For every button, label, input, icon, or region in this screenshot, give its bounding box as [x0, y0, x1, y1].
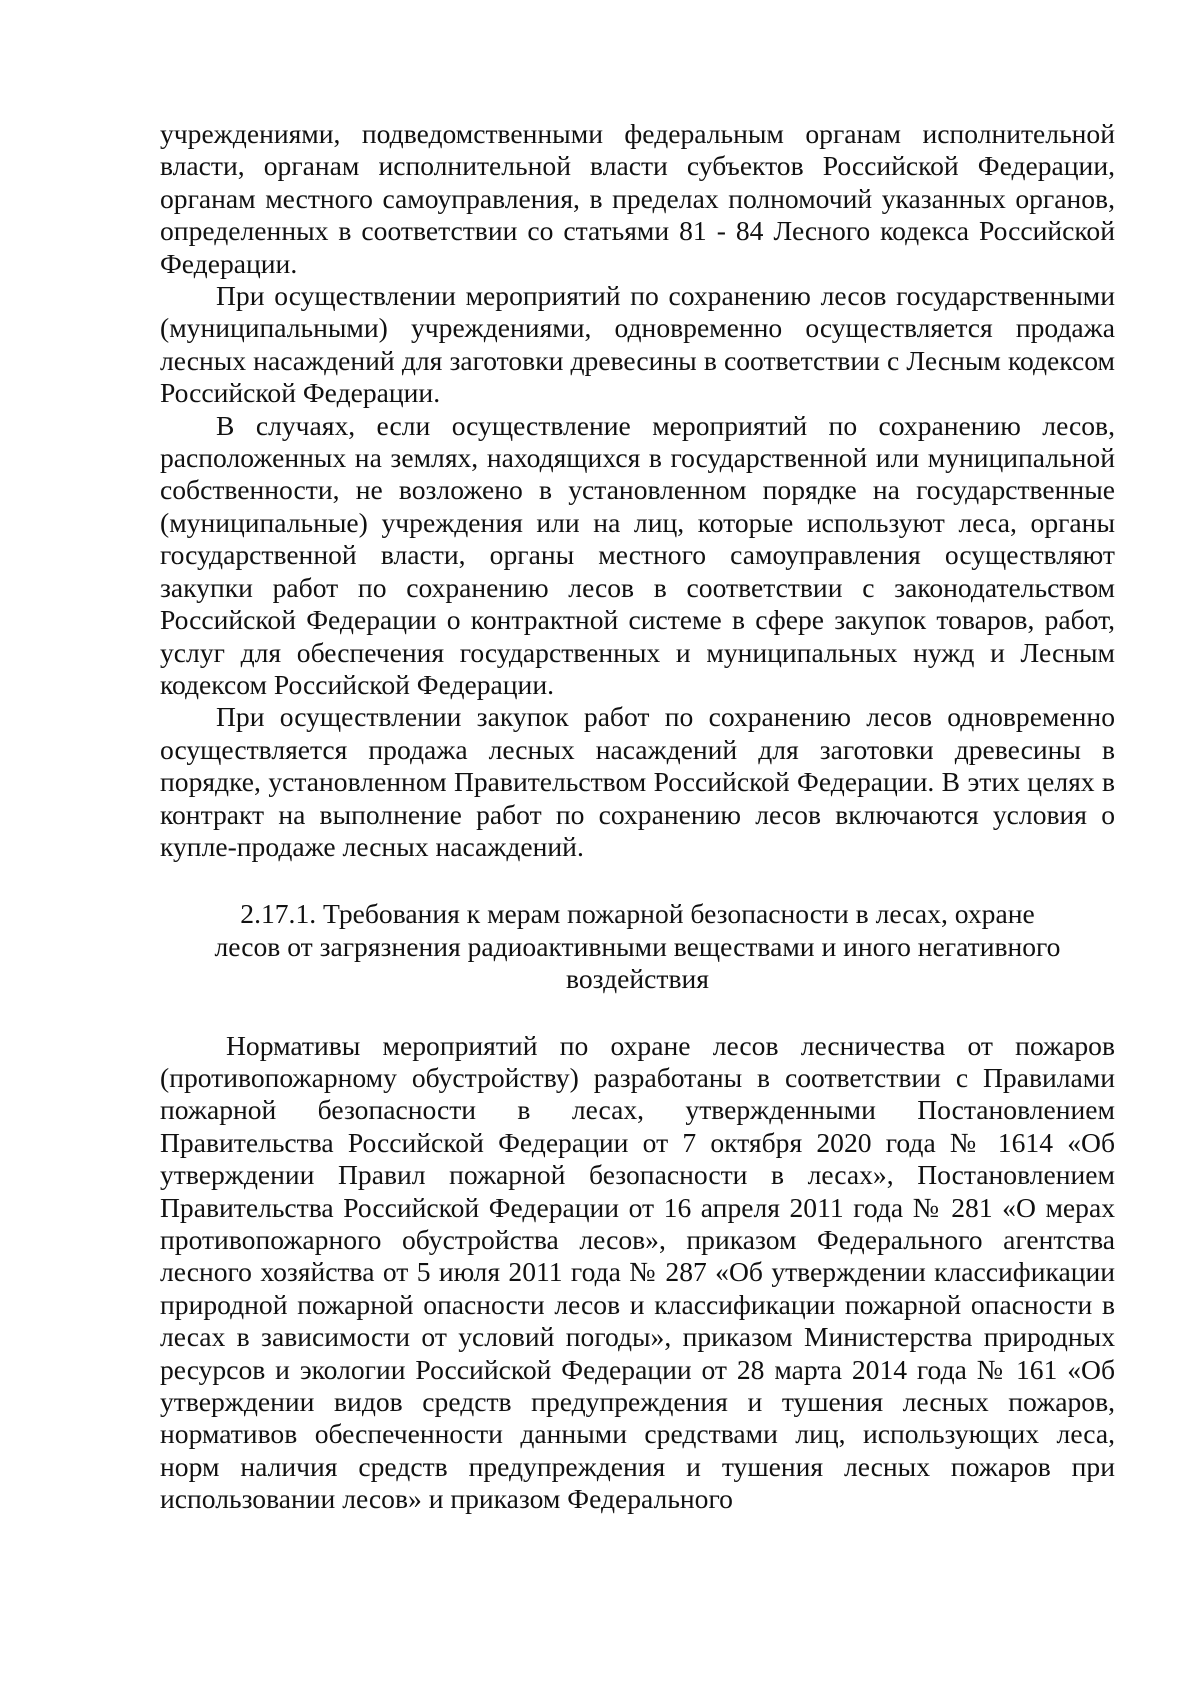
section-heading-line: 2.17.1. Требования к мерам пожарной безопасности в лесах, охране: [240, 898, 1035, 930]
document-page: [160, 118, 1115, 1516]
section-heading-line: лесов от загрязнения радиоактивными веществами и иного негативного: [214, 930, 1061, 962]
paragraph-fire-norms: Нормативы мероприятий по охране лесов лесничества от пожаров (противопожарному обустройству) разработаны в соответствии с Правилами пожарной безопасности в лесах, утвержденными Постановлением Правительства Российской Федерации от 7 октября 2020 года № 1614 «Об утверждении Правил пожарной безопасности в лесах», Постановлением Правительства Российской Федерации от 16 апреля 2011 года № 281 «О мерах противопожарного обустройства лесов», приказом Федерального агентства лесного хозяйства от 5 июля 2011 года № 287 «Об утверждении классификации природной пожарной опасности лесов и классификации пожарной опасности в лесах в зависимости от условий погоды», приказом Министерства природных ресурсов и экологии Российской Федерации от 28 марта 2014 года № 161 «Об утверждении видов средств предупреждения и тушения лесных пожаров, нормативов обеспеченности данными средствами лиц, использующих леса, норм наличия средств предупреждения и тушения лесных пожаров при использовании лесов» и приказом Федерального: [160, 1029, 1115, 1515]
paragraph-institutions-sale: При осуществлении мероприятий по сохранению лесов государственными (муниципальными) учреждениями, одновременно осуществляется продажа лесных насаждений для заготовки древесины в соответствии с Лесным кодексом Российской Федерации.: [160, 280, 1115, 409]
section-heading: [160, 898, 1115, 995]
paragraph-procurement-sale: При осуществлении закупок работ по сохранению лесов одновременно осуществляется продажа лесных насаждений для заготовки древесины в порядке, установленном Правительством Российской Федерации. В этих целях в контракт на выполнение работ по сохранению лесов включаются условия о купле-продаже лесных насаждений.: [160, 701, 1115, 862]
paragraph-procurement-cases: В случаях, если осуществление мероприятий по сохранению лесов, расположенных на землях, находящихся в государственной или муниципальной собственности, не возложено в установленном порядке на государственные (муниципальные) учреждения или на лиц, которые используют леса, органы государственной власти, органы местного самоуправления осуществляют закупки работ по сохранению лесов в соответствии с законодательством Российской Федерации о контрактной системе в сфере закупок товаров, работ, услуг для обеспечения государственных и муниципальных нужд и Лесным кодексом Российской Федерации.: [160, 409, 1115, 700]
paragraph-continuation: учреждениями, подведомственными федеральным органам исполнительной власти, органам исполнительной власти субъектов Российской Федерации, органам местного самоуправления, в пределах полномочий указанных органов, определенных в соответствии со статьями 81 - 84 Лесного кодекса Российской Федерации.: [160, 118, 1115, 279]
section-heading-line: воздействия: [566, 963, 709, 995]
